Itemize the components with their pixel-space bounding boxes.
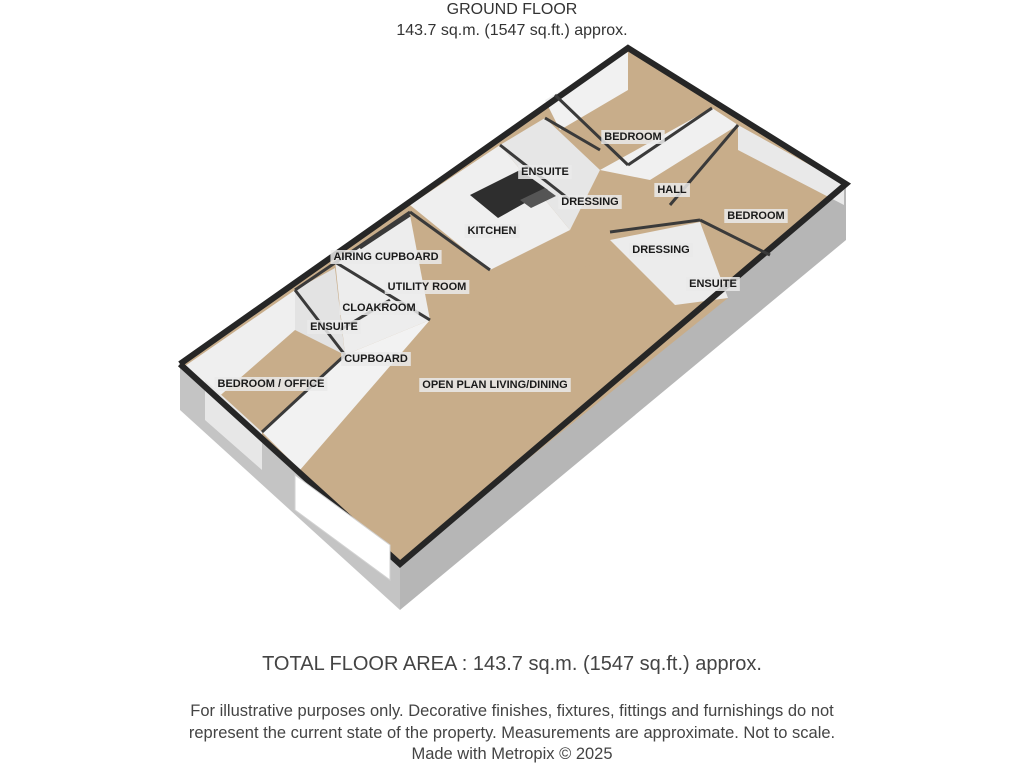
room-label-text: AIRING CUPBOARD [333,251,439,263]
room-label-text: UTILITY ROOM [387,281,467,293]
room-label-text: ENSUITE [521,166,569,178]
floor-name: GROUND FLOOR [446,1,578,18]
room-label-bedroom-office [215,377,328,391]
room-label-text: DRESSING [561,196,619,208]
room-label-text: DRESSING [632,244,690,256]
room-label-cupboard [341,352,411,366]
total-floor-area: TOTAL FLOOR AREA : 143.7 sq.m. (1547 sq.ft.) approx. [262,653,762,675]
room-label-bedroom-1 [601,130,664,144]
room-label-living-dining [419,378,570,392]
room-label-text: KITCHEN [467,225,517,237]
credit: Made with Metropix © 2025 [411,745,613,763]
room-label-ensuite-3 [307,320,361,334]
disclaimer-line-2: represent the current state of the property. Measurements are approximate. Not to scale. [188,724,836,742]
room-label-ensuite-2 [686,277,740,291]
room-label-hall [654,183,690,197]
room-label-text: BEDROOM [727,210,785,222]
room-label-bedroom-2 [724,209,787,223]
room-label-dressing-1 [558,195,621,209]
room-label-text: BEDROOM / OFFICE [217,378,325,390]
room-label-text: ENSUITE [689,278,737,290]
room-label-cloakroom [339,301,418,315]
floor-area: 143.7 sq.m. (1547 sq.ft.) approx. [396,22,628,39]
room-label-text: OPEN PLAN LIVING/DINING [422,379,568,391]
room-label-text: HALL [657,184,687,196]
room-label-utility-room [385,280,470,294]
room-label-kitchen [465,224,520,238]
room-label-text: CLOAKROOM [342,302,416,314]
room-label-dressing-2 [629,243,692,257]
disclaimer-line-1: For illustrative purposes only. Decorative finishes, fixtures, fittings and furnishings do not [190,702,834,720]
room-label-airing-cupboard [330,250,441,264]
room-label-text: BEDROOM [604,131,662,143]
room-label-text: CUPBOARD [344,353,408,365]
room-label-text: ENSUITE [310,321,358,333]
room-label-ensuite-1 [518,165,572,179]
